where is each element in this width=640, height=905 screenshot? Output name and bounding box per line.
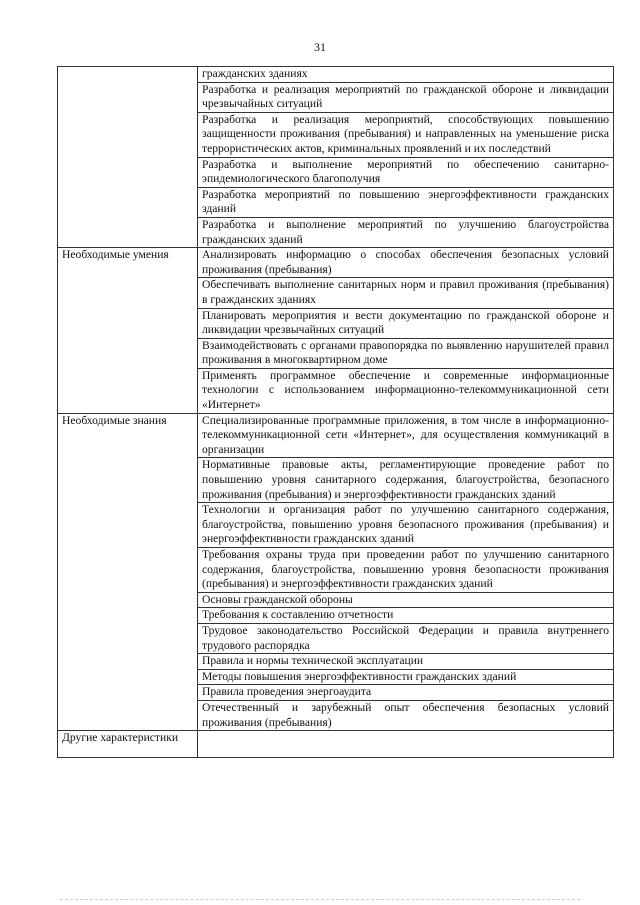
section-item: гражданских зданиях — [198, 67, 614, 83]
section-label — [58, 67, 198, 248]
section-label: Необходимые умения — [58, 248, 198, 414]
section-item: Правила и нормы технической эксплуатации — [198, 654, 614, 670]
section-label: Другие характеристики — [58, 731, 198, 758]
table-row — [58, 731, 614, 758]
section-item: Применять программное обеспечение и современные информационные технологии с использованием информационно-телекоммуникационной сети «Интернет» — [198, 368, 614, 413]
section-item — [198, 731, 614, 758]
page-number: 31 — [314, 40, 326, 54]
page-bottom-edge — [60, 899, 580, 900]
section-item: Разработка и выполнение мероприятий по обеспечению санитарно-эпидемиологического благополучия — [198, 157, 614, 187]
section-item: Требования к составлению отчетности — [198, 608, 614, 624]
section-item: Разработка и выполнение мероприятий по улучшению благоустройства гражданских зданий — [198, 217, 614, 247]
section-item: Разработка и реализация мероприятий, способствующих повышению защищенности проживания (пребывания) и направленных на уменьшение риска террористических актов, криминальных проявлений и их последствий — [198, 112, 614, 157]
section-item: Планировать мероприятия и вести документацию по гражданской обороне и ликвидации чрезвычайных ситуаций — [198, 308, 614, 338]
section-item: Разработка мероприятий по повышению энергоэффективности гражданских зданий — [198, 187, 614, 217]
section-item: Правила проведения энергоаудита — [198, 685, 614, 701]
section-item: Нормативные правовые акты, регламентирующие проведение работ по повышению уровня санитарного содержания, благоустройства, безопасного проживания (пребывания) и энергоэффективности гражданских зданий — [198, 458, 614, 503]
section-item: Методы повышения энергоэффективности гражданских зданий — [198, 669, 614, 685]
section-item: Разработка и реализация мероприятий по гражданской обороне и ликвидации чрезвычайных ситуаций — [198, 82, 614, 112]
section-item: Отечественный и зарубежный опыт обеспечения безопасных условий проживания (пребывания) — [198, 700, 614, 730]
section-item: Взаимодействовать с органами правопорядка по выявлению нарушителей правил проживания в многоквартирном доме — [198, 338, 614, 368]
section-label: Необходимые знания — [58, 413, 198, 730]
section-item: Специализированные программные приложения, в том числе в информационно-телекоммуникационной сети «Интернет», для осуществления коммуникаций в организации — [198, 413, 614, 458]
requirements-table — [57, 66, 614, 758]
table-row — [58, 413, 614, 458]
section-item: Анализировать информацию о способах обеспечения безопасных условий проживания (пребывания) — [198, 248, 614, 278]
table-row — [58, 248, 614, 278]
section-item: Требования охраны труда при проведении работ по улучшению санитарного содержания, благоустройства, повышению уровня безопасности проживания (пребывания) и энергоэффективности гражданских зданий — [198, 548, 614, 593]
table-row — [58, 67, 614, 83]
section-item: Обеспечивать выполнение санитарных норм и правил проживания (пребывания) в гражданских зданиях — [198, 278, 614, 308]
requirements-table-body — [58, 67, 614, 758]
section-item: Трудовое законодательство Российской Федерации и правила внутреннего трудового распорядка — [198, 623, 614, 653]
section-item: Технологии и организация работ по улучшению санитарного содержания, благоустройства, повышению уровня безопасного проживания (пребывания) и энергоэффективности гражданских зданий — [198, 503, 614, 548]
section-item: Основы гражданской обороны — [198, 592, 614, 608]
